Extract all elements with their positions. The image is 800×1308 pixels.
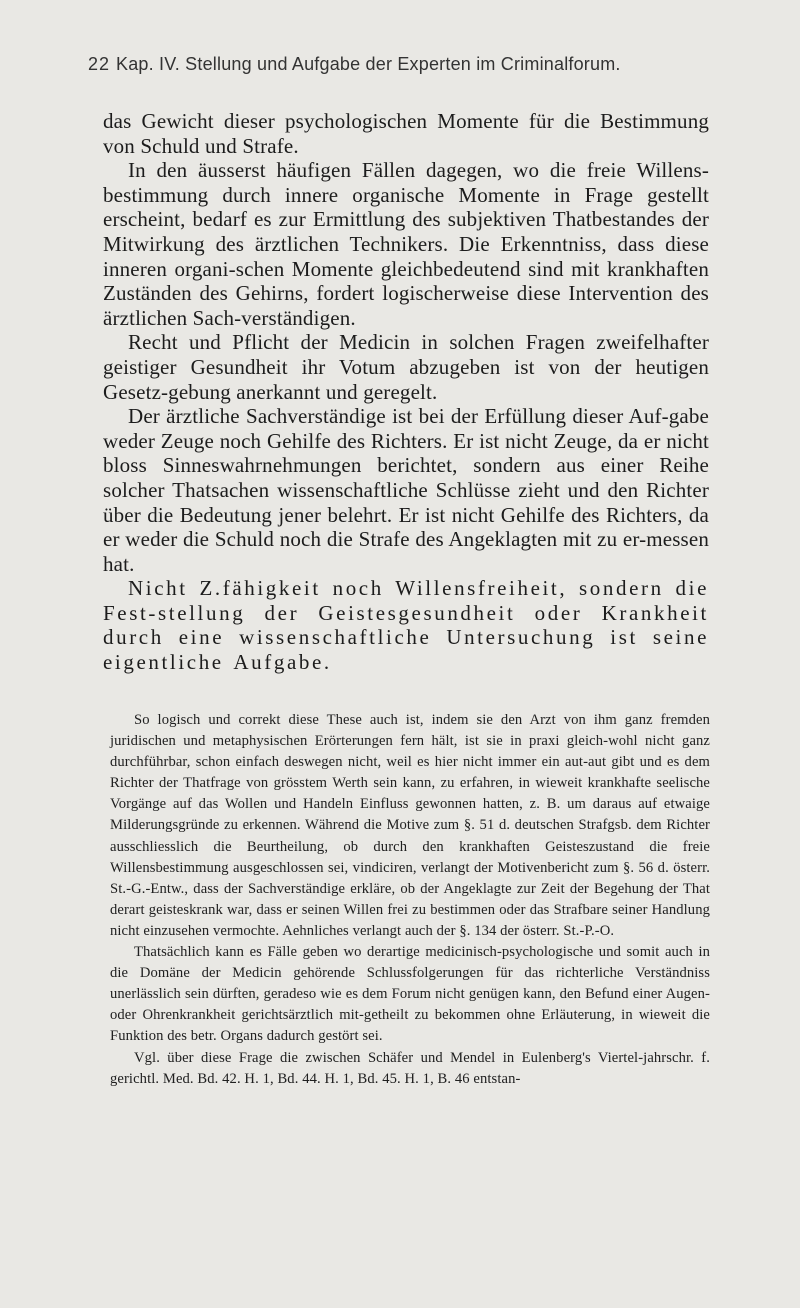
note-paragraph-1: So logisch und correkt diese These auch ist, indem sie den Arzt von ihm ganz fremden juridischen und metaphysischen Erörterungen fern hält, ist sie in praxi gleich-wohl nicht ganz durchführbar, schon einfach deswegen nicht, weil es hier nicht immer ein aut-aut gibt und es dem Richter der Thatfrage von grösstem Werth sein kann, zu erfahren, in wieweit krankhafte seelische Vorgänge auf das Wollen und Handeln Einfluss gewonnen hatten, z. B. um daraus auf etwaige Milderungsgründe zu erkennen. Während die Motive zum §. 51 d. deutschen Strafgsb. dem Richter ausschliesslich die Beurtheilung, ob durch den krankhaften Geisteszustand die freie Willensbestimmung ausgeschlossen sei, vindiciren, verlangt der Motivenbericht zum §. 56 d. österr. St.-G.-Entw., dass der Sachverständige erkläre, ob der Angeklagte zur Zeit der Begehung der That derart geisteskrank war, dass er seinen Willen frei zu bestimmen oder das Strafbare seiner Handlung nicht einzusehen vermochte. Aehnliches verlangt auch der §. 134 der österr. St.-P.-O. xyxy=(110,712,710,939)
note-paragraph-3: Vgl. über diese Frage die zwischen Schäfer und Mendel in Eulenberg's Viertel-jahrschr. f. gerichtl. Med. Bd. 42. H. 1, Bd. 44. H. 1, Bd. 45. H. 1, B. 46 entstan- xyxy=(110,1049,710,1087)
main-text xyxy=(103,109,709,675)
body-paragraph-3: Recht und Pflicht der Medicin in solchen Fragen zweifelhafter geistiger Gesundheit ihr Votum abzugeben ist von der heutigen Gesetz-gebung anerkannt und geregelt. xyxy=(103,330,709,404)
body-paragraph-2: In den äusserst häufigen Fällen dagegen, wo die freie Willens-bestimmung durch innere organische Momente in Frage gestellt erscheint, bedarf es zur Ermittlung des subjektiven Thatbestandes der Mitwirkung des ärztlichen Technikers. Die Erkenntniss, dass diese inneren organi-schen Momente gleichbedeutend sind mit krankhaften Zuständen des Gehirns, fordert logischerweise diese Intervention des ärztlichen Sach-verständigen. xyxy=(103,158,709,330)
body-paragraph-1: das Gewicht dieser psychologischen Momente für die Bestimmung von Schuld und Strafe. xyxy=(103,109,709,158)
running-header xyxy=(88,54,728,80)
page-number: 22 xyxy=(88,54,111,74)
body-paragraph-4: Der ärztliche Sachverständige ist bei der Erfüllung dieser Auf-gabe weder Zeuge noch Gehilfe des Richters. Er ist nicht Zeuge, da er nicht bloss Sinneswahrnehmungen berichtet, sondern aus einer Reihe solcher Thatsachen wissenschaftliche Schlüsse zieht und den Richter über die Bedeutung jener belehrt. Er ist nicht Gehilfe des Richters, da er weder die Schuld noch die Strafe des Angeklagten mit zu er-messen hat. xyxy=(103,404,709,576)
footnotes xyxy=(110,710,710,1090)
body-paragraph-5-emphasis: Nicht Z.fähigkeit noch Willensfreiheit, sondern die Fest-stellung der Geistesgesundheit oder Krankheit durch eine wissenschaftliche Untersuchung ist seine eigentliche Aufgabe. xyxy=(103,576,709,675)
running-title: Kap. IV. Stellung und Aufgabe der Experten im Criminalforum. xyxy=(116,54,621,74)
note-paragraph-2: Thatsächlich kann es Fälle geben wo derartige medicinisch-psychologische und somit auch in die Domäne der Medicin gehörende Schlussfolgerungen für das richterliche Verständniss unerlässlich sein dürften, geradeso wie es dem Forum nicht genügen kann, den Befund einer Augen- oder Ohrenkrankheit gerichtsärztlich mit-getheilt zu bekommen ohne Erläuterung, in wieweit die Funktion des betr. Organs dadurch gestört sei. xyxy=(110,944,710,1045)
